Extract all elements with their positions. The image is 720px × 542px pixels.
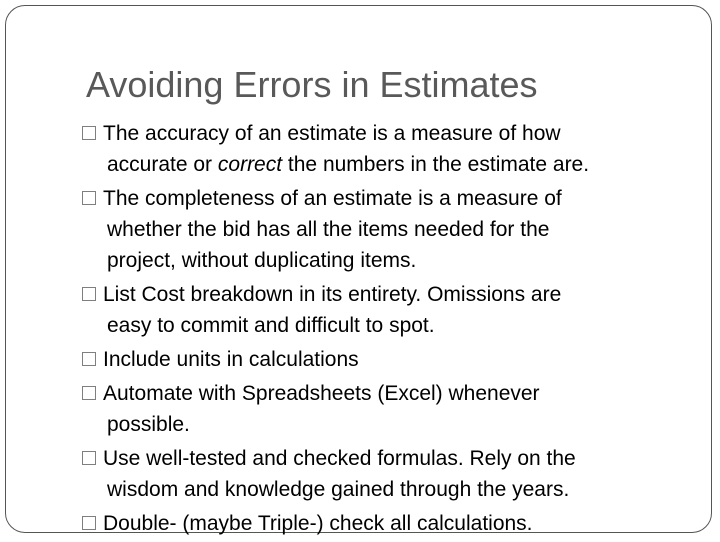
bullet-text: accurate or: [107, 153, 218, 176]
bullet-item: [82, 344, 672, 375]
bullet-line: The accuracy of an estimate is a measure of how: [103, 122, 561, 145]
bullet-line: Double- (maybe Triple-) check all calculations.: [103, 512, 533, 535]
bullet-item: [82, 183, 672, 276]
bullet-line: [103, 149, 672, 180]
checkbox-bullet-icon: [82, 287, 96, 301]
bullet-item: [82, 443, 672, 505]
bullet-text: the numbers in the estimate are.: [282, 153, 590, 176]
checkbox-bullet-icon: [82, 352, 96, 366]
bullet-line: Automate with Spreadsheets (Excel) whenever: [103, 382, 540, 405]
bullet-item: [82, 378, 672, 440]
bullet-line: Use well-tested and checked formulas. Rely on the: [103, 447, 576, 470]
bullet-item: [82, 508, 672, 539]
bullet-line: The completeness of an estimate is a measure of: [103, 187, 562, 210]
bullet-line: wisdom and knowledge gained through the years.: [107, 478, 570, 501]
bullet-item: [82, 279, 672, 341]
checkbox-bullet-icon: [82, 191, 96, 205]
bullet-line: Include units in calculations: [103, 348, 359, 371]
slide-title: Avoiding Errors in Estimates: [86, 64, 538, 105]
checkbox-bullet-icon: [82, 451, 96, 465]
bullet-list: [82, 118, 672, 542]
checkbox-bullet-icon: [82, 126, 96, 140]
bullet-item: [82, 118, 672, 180]
bullet-line: easy to commit and difficult to spot.: [107, 314, 435, 337]
checkbox-bullet-icon: [82, 516, 96, 530]
bullet-line: project, without duplicating items.: [107, 249, 417, 272]
bullet-emphasis: correct: [217, 153, 283, 176]
bullet-line: List Cost breakdown in its entirety. Omissions are: [103, 283, 562, 306]
bullet-line: possible.: [107, 413, 190, 436]
checkbox-bullet-icon: [82, 386, 96, 400]
bullet-line: whether the bid has all the items needed for the: [107, 218, 550, 241]
